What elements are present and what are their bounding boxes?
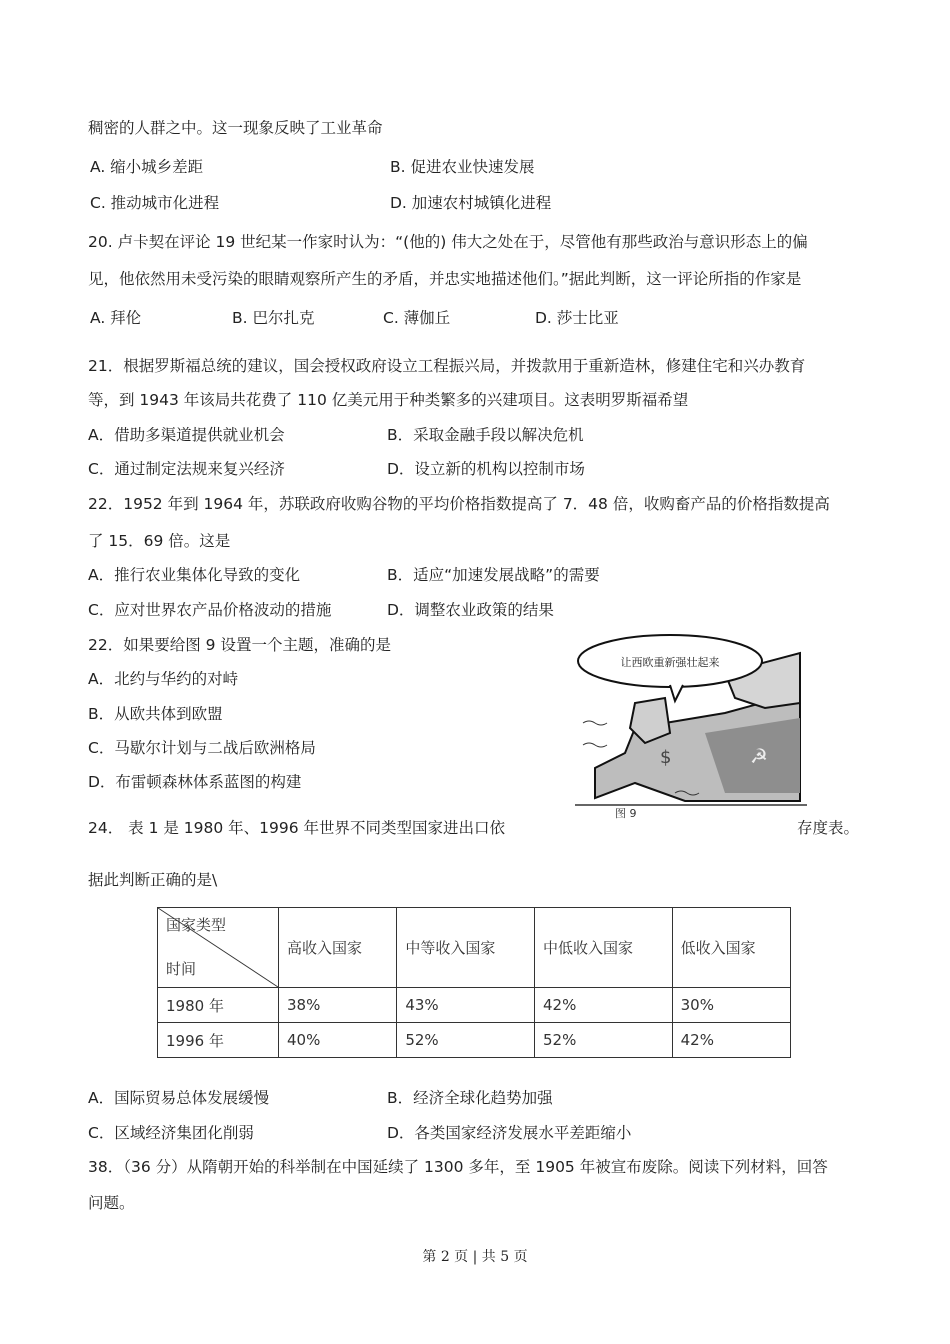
q24-option-d: D．各类国家经济发展水平差距缩小 [387, 1124, 632, 1142]
figure-caption: 图 9 [615, 807, 637, 820]
q22a-option-b: B．适应“加速发展战略”的需要 [387, 566, 600, 584]
q21-option-d: D．设立新的机构以控制市场 [387, 460, 585, 478]
q22b-stem: 22．如果要给图 9 设置一个主题，准确的是 [88, 636, 391, 654]
dependency-table [157, 907, 791, 1058]
figure-speech-text: 让西欧重新强壮起来 [620, 656, 720, 669]
column-header: 中低收入国家 [534, 908, 672, 988]
q22b-option-d: D．布雷顿森林体系蓝图的构建 [88, 773, 302, 791]
table-cell: 43% [397, 988, 535, 1023]
table-cell: 52% [534, 1023, 672, 1058]
europe-map-illustration [575, 633, 807, 813]
table-row [158, 1023, 791, 1058]
q19-option-c: C. 推动城市化进程 [90, 194, 220, 212]
q19-option-b: B. 促进农业快速发展 [390, 158, 535, 176]
figure-9-cartoon [575, 633, 807, 820]
q24-stem-line2: 据此判断正确的是\ [88, 871, 218, 889]
hammer-sickle-icon: ☭ [750, 744, 768, 768]
q20-option-a: A. 拜伦 [90, 309, 142, 327]
q20-option-c: C. 薄伽丘 [383, 309, 451, 327]
q22a-stem-line1: 22．1952 年到 1964 年，苏联政府收购谷物的平均价格指数提高了 7．48 倍，收购畜产品的价格指数提高 [88, 495, 830, 513]
table-cell: 38% [279, 988, 397, 1023]
table-cell: 42% [672, 1023, 790, 1058]
table-cell: 30% [672, 988, 790, 1023]
q22a-option-d: D．调整农业政策的结果 [387, 601, 554, 619]
row-label: 1996 年 [158, 1023, 279, 1058]
q19-option-a: A. 缩小城乡差距 [90, 158, 204, 176]
q24-option-a: A．国际贸易总体发展缓慢 [88, 1089, 270, 1107]
q19-stem-tail: 稠密的人群之中。这一现象反映了工业革命 [88, 119, 383, 137]
q24-option-c: C．区域经济集团化削弱 [88, 1124, 254, 1142]
q24-stem-line1b: 存度表。 [797, 819, 860, 837]
table-header-row [158, 908, 791, 988]
q19-option-d: D. 加速农村城镇化进程 [390, 194, 552, 212]
q20-stem-line2: 见，他依然用未受污染的眼睛观察所产生的矛盾，并忠实地描述他们。”据此判断，这一评论所指的作家是 [88, 270, 802, 288]
q22a-option-a: A．推行农业集体化导致的变化 [88, 566, 301, 584]
column-header: 低收入国家 [672, 908, 790, 988]
corner-top-label: 国家类型 [166, 916, 227, 934]
q21-option-a: A．借助多渠道提供就业机会 [88, 426, 285, 444]
q20-option-b: B. 巴尔扎克 [232, 309, 315, 327]
q22a-option-c: C．应对世界农产品价格波动的措施 [88, 601, 332, 619]
q22b-option-a: A．北约与华约的对峙 [88, 670, 239, 688]
q22b-option-c: C．马歇尔计划与二战后欧洲格局 [88, 739, 316, 757]
q22a-stem-line2: 了 15．69 倍。这是 [88, 532, 231, 550]
q38-stem-line1: 38．（36 分）从隋朝开始的科举制在中国延续了 1300 多年，至 1905 年被宣布废除。阅读下列材料，回答 [88, 1158, 828, 1176]
q21-option-c: C．通过制定法规来复兴经济 [88, 460, 285, 478]
q22b-option-b: B．从欧共体到欧盟 [88, 705, 223, 723]
q21-option-b: B．采取金融手段以解决危机 [387, 426, 584, 444]
page-footer: 第 2 页 | 共 5 页 [422, 1249, 528, 1265]
q20-option-d: D. 莎士比亚 [535, 309, 619, 327]
column-header: 高收入国家 [279, 908, 397, 988]
q24-stem-line1a: 24． 表 1 是 1980 年、1996 年世界不同类型国家进出口依 [88, 819, 506, 837]
table-cell: 52% [397, 1023, 535, 1058]
corner-bottom-label: 时间 [166, 960, 197, 978]
dollar-sign-icon: $ [660, 747, 672, 768]
q24-option-b: B．经济全球化趋势加强 [387, 1089, 553, 1107]
row-label: 1980 年 [158, 988, 279, 1023]
table-cell: 42% [534, 988, 672, 1023]
table-row [158, 988, 791, 1023]
q21-stem-line2: 等，到 1943 年该局共花费了 110 亿美元用于种类繁多的兴建项目。这表明罗斯福希望 [88, 391, 689, 409]
table-corner-cell [158, 908, 279, 988]
q38-stem-line2: 问题。 [88, 1194, 135, 1212]
column-header: 中等收入国家 [397, 908, 535, 988]
q21-stem-line1: 21．根据罗斯福总统的建议，国会授权政府设立工程振兴局，并拨款用于重新造林，修建住宅和兴办教育 [88, 357, 806, 375]
table-cell: 40% [279, 1023, 397, 1058]
q20-stem-line1: 20. 卢卡契在评论 19 世纪某一作家时认为：“(他的) 伟大之处在于，尽管他有那些政治与意识形态上的偏 [88, 233, 808, 251]
